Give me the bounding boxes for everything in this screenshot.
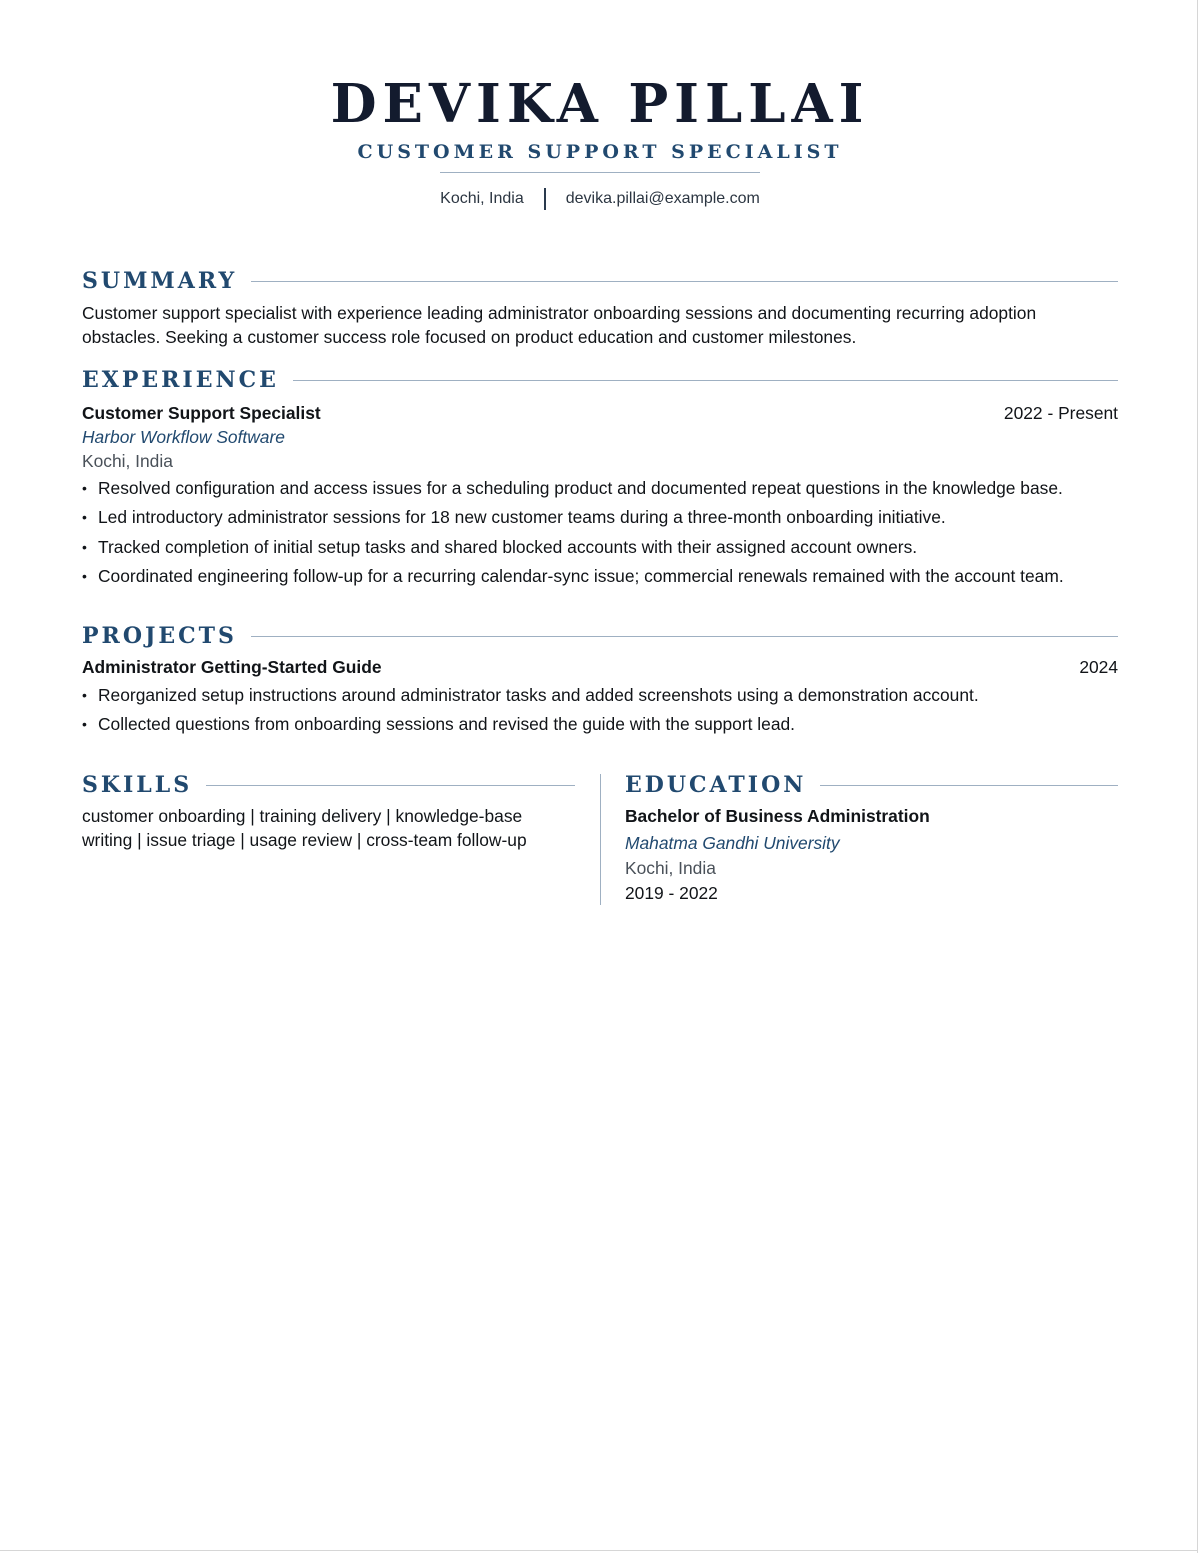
- education-school: Mahatma Gandhi University: [625, 833, 840, 853]
- candidate-name: DEVIKA PILLAI: [330, 73, 870, 135]
- list-item: • Reorganized setup instructions around administrator tasks and added screenshots using a demonstration account.: [82, 681, 1118, 710]
- contact-line: [0, 188, 1200, 210]
- experience-heading-text: EXPERIENCE: [82, 367, 279, 393]
- contact-location: Kochi, India: [440, 190, 524, 207]
- project-title: Administrator Getting-Started Guide: [82, 657, 382, 677]
- experience-item-header: [82, 401, 1118, 425]
- projects-heading-text: PROJECTS: [82, 623, 237, 649]
- education-heading-text: EDUCATION: [625, 772, 807, 798]
- list-item: • Collected questions from onboarding sessions and revised the guide with the support lead.: [82, 710, 1118, 739]
- page-edge: [1197, 0, 1198, 1553]
- skills-line: customer onboarding | training delivery | knowledge-base: [82, 806, 523, 826]
- contact-email[interactable]: devika.pillai@example.com: [565, 190, 760, 207]
- header-divider: [440, 172, 760, 173]
- skills-line: writing | issue triage | usage review | cross-team follow-up: [82, 830, 527, 850]
- summary-text: Customer support specialist with experience leading administrator onboarding sessions and documenting recurring adoption obstacles. Seeking a customer success role focused on product education and customer milestones.: [82, 303, 1037, 347]
- contact-separator: [544, 188, 546, 210]
- job-company: Harbor Workflow Software: [82, 427, 285, 447]
- education-location: Kochi, India: [625, 858, 716, 878]
- project-item-header: [82, 655, 1118, 679]
- education-degree: Bachelor of Business Administration: [625, 806, 930, 826]
- candidate-role: CUSTOMER SUPPORT SPECIALIST: [357, 141, 843, 163]
- job-location: Kochi, India: [82, 451, 173, 471]
- list-item: • Resolved configuration and access issues for a scheduling product and documented repeat questions in the knowledge base.: [82, 474, 1118, 503]
- project-bullets: [82, 681, 1118, 740]
- list-item: • Tracked completion of initial setup tasks and shared blocked accounts with their assigned account owners.: [82, 533, 1118, 562]
- page-edge-bottom: [0, 1550, 1198, 1551]
- skills-rule: [206, 785, 575, 786]
- experience-heading: [82, 366, 1118, 394]
- projects-heading: [82, 622, 1118, 650]
- job-dates: 2022 - Present: [1003, 403, 1118, 423]
- list-item: • Coordinated engineering follow-up for a recurring calendar-sync issue; commercial renewals remained with the account team.: [82, 562, 1118, 591]
- education-rule: [820, 785, 1118, 786]
- skills-list: [82, 804, 575, 852]
- skills-heading: [82, 771, 575, 799]
- experience-rule: [293, 380, 1118, 381]
- summary-rule: [251, 281, 1118, 282]
- column-divider: [600, 774, 601, 905]
- summary-heading: [82, 267, 1118, 295]
- job-title: Customer Support Specialist: [82, 403, 321, 423]
- list-item: • Led introductory administrator sessions for 18 new customer teams during a three-month onboarding initiative.: [82, 503, 1118, 532]
- summary-heading-text: SUMMARY: [82, 268, 238, 294]
- project-year: 2024: [1079, 657, 1118, 677]
- education-heading: [625, 771, 1118, 799]
- experience-bullets: [82, 474, 1118, 591]
- projects-rule: [251, 636, 1118, 637]
- skills-heading-text: SKILLS: [82, 772, 193, 798]
- education-dates: 2019 - 2022: [625, 883, 718, 903]
